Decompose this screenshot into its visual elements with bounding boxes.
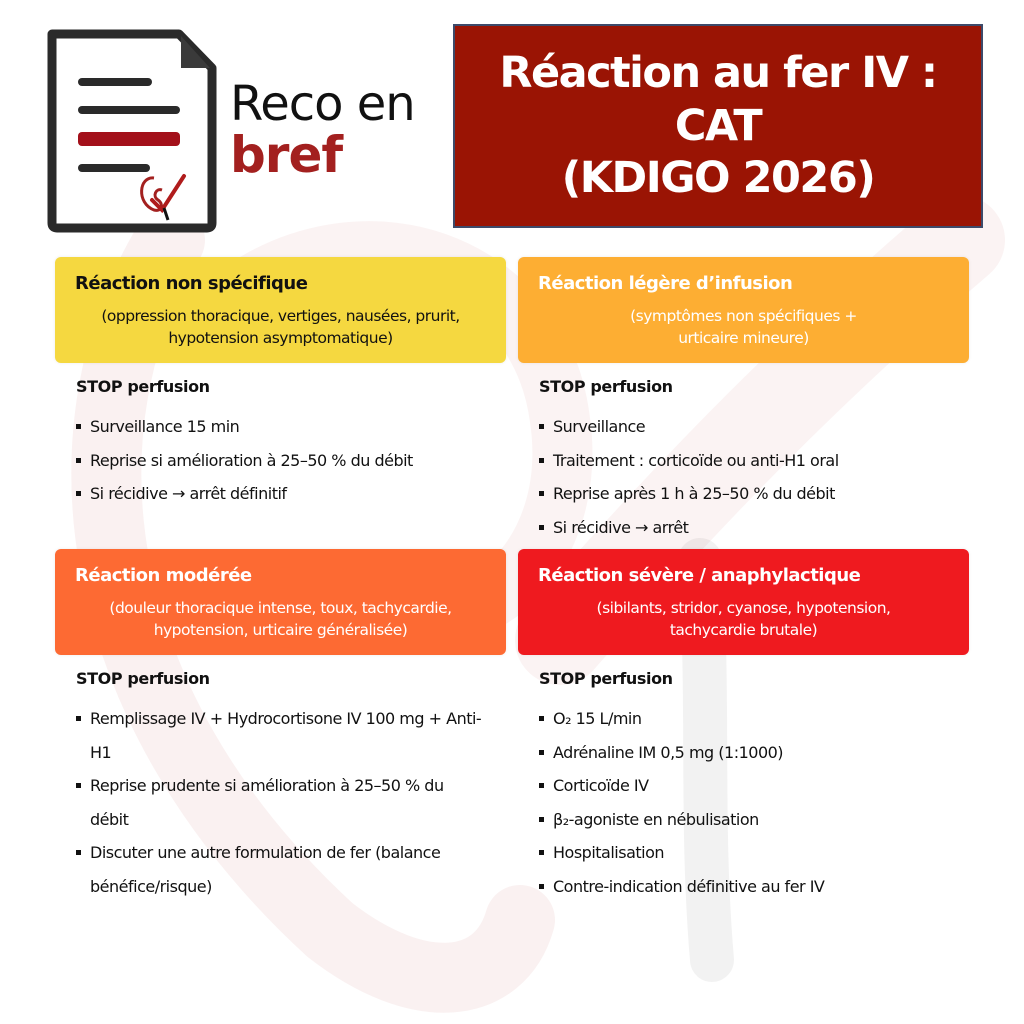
action-item: Si récidive → arrêt définitif [76, 477, 486, 511]
card-moderate-reaction [55, 549, 506, 903]
action-item: Hospitalisation [539, 836, 949, 870]
card-header [518, 549, 969, 655]
page-title [455, 47, 981, 204]
card-symptoms-line1: (sibilants, stridor, cyanose, hypotension, [596, 599, 891, 617]
action-item: Corticoïde IV [539, 769, 949, 803]
card-body [518, 363, 969, 544]
card-header [55, 549, 506, 655]
action-item: Surveillance [539, 410, 949, 444]
action-item: β₂-agoniste en nébulisation [539, 803, 949, 837]
card-title: Réaction légère d’infusion [538, 273, 793, 294]
card-symptoms [538, 597, 949, 641]
action-item: Si récidive → arrêt [539, 511, 949, 545]
card-header [55, 257, 506, 363]
card-symptoms [538, 305, 949, 349]
action-list [76, 702, 486, 903]
page-title-line1: Réaction au fer IV : CAT [499, 48, 937, 151]
action-item: Traitement : corticoïde ou anti-H1 oral [539, 444, 949, 478]
action-item: Remplissage IV + Hydrocortisone IV 100 mg + Anti-H1 [76, 702, 486, 769]
action-list [76, 410, 486, 511]
card-mild-infusion-reaction [518, 257, 969, 549]
action-item: O₂ 15 L/min [539, 702, 949, 736]
card-symptoms-line2: hypotension, urticaire généralisée) [153, 621, 408, 639]
action-item: Reprise si amélioration à 25–50 % du débit [76, 444, 486, 478]
card-title: Réaction modérée [75, 565, 252, 586]
card-body [55, 363, 506, 511]
stop-infusion-label: STOP perfusion [76, 377, 210, 396]
action-item: Adrénaline IM 0,5 mg (1:1000) [539, 736, 949, 770]
card-symptoms-line2: tachycardie brutale) [669, 621, 818, 639]
stop-infusion-label: STOP perfusion [539, 669, 673, 688]
card-body [518, 655, 969, 903]
document-checklist-icon [44, 28, 219, 233]
logo-text-line1: Reco en [230, 76, 415, 132]
action-list [539, 410, 949, 544]
action-item: Reprise après 1 h à 25–50 % du débit [539, 477, 949, 511]
card-symptoms [75, 305, 486, 349]
action-list [539, 702, 949, 903]
card-symptoms-line1: (douleur thoracique intense, toux, tachycardie, [109, 599, 452, 617]
action-item: Discuter une autre formulation de fer (balance bénéfice/risque) [76, 836, 486, 903]
card-symptoms-line2: hypotension asymptomatique) [168, 329, 393, 347]
page-title-line2: (KDIGO 2026) [561, 153, 875, 204]
card-header [518, 257, 969, 363]
action-item: Surveillance 15 min [76, 410, 486, 444]
action-item: Reprise prudente si amélioration à 25–50 % du débit [76, 769, 486, 836]
page-title-banner [453, 24, 983, 228]
card-severe-anaphylactic-reaction [518, 549, 969, 903]
card-title: Réaction sévère / anaphylactique [538, 565, 861, 586]
card-non-specific-reaction [55, 257, 506, 549]
stop-infusion-label: STOP perfusion [76, 669, 210, 688]
card-symptoms [75, 597, 486, 641]
action-item: Contre-indication définitive au fer IV [539, 870, 949, 904]
card-title: Réaction non spécifique [75, 273, 308, 294]
reaction-grid [55, 257, 969, 903]
card-symptoms-line1: (oppression thoracique, vertiges, nausées, prurit, [101, 307, 460, 325]
stop-infusion-label: STOP perfusion [539, 377, 673, 396]
reco-en-bref-logo [44, 28, 424, 233]
logo-text-line2: bref [230, 126, 343, 184]
card-body [55, 655, 506, 903]
card-symptoms-line1: (symptômes non spécifiques + [630, 307, 857, 325]
card-symptoms-line2: urticaire mineure) [678, 329, 809, 347]
